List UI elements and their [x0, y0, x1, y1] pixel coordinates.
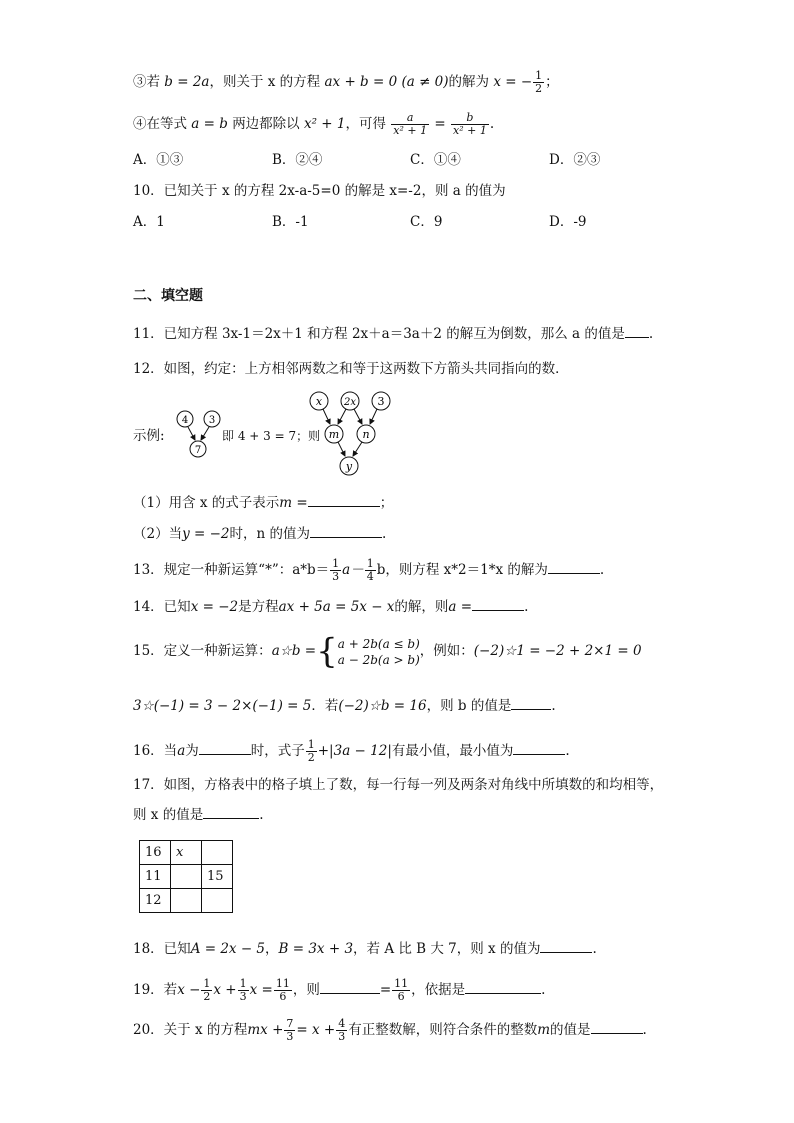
grid-row: [140, 865, 233, 889]
q9-s4-mark: ④: [133, 116, 147, 132]
grid-cell: 16: [140, 841, 171, 865]
arrow-n-y: [353, 442, 362, 456]
q16-var: a: [177, 743, 186, 759]
q16-end: .: [565, 743, 570, 759]
q12-part1-text: （1）用含 x 的式子表示: [133, 495, 280, 511]
q20-answer-blank[interactable]: [591, 1021, 643, 1034]
q15-brace: {: [316, 631, 338, 672]
q15-line2-text: ．若: [311, 698, 339, 714]
q9-option-a[interactable]: A．①③: [133, 152, 184, 168]
arrow-m-y: [338, 442, 345, 456]
grid-cell: [171, 889, 202, 913]
q14-answer-blank[interactable]: [472, 598, 524, 611]
q9-statement-3: [133, 70, 559, 95]
example-node-3-label: 3: [208, 415, 216, 426]
q19-e1: x −: [177, 982, 201, 998]
grid-row: [140, 889, 233, 913]
q11-answer-blank[interactable]: [625, 325, 649, 338]
q20-text: [133, 1018, 647, 1043]
q12-part2-blank[interactable]: [310, 525, 382, 538]
q17-magic-square: [139, 840, 233, 913]
q20-frac-1: $\frac{7}{3}$: [286, 1017, 294, 1043]
node-x-label: x: [315, 395, 323, 408]
q10-option-d[interactable]: D．-9: [549, 214, 587, 230]
q12-part1-var: m =: [279, 495, 308, 511]
arrow-2x-m: [338, 409, 346, 424]
q10-option-c[interactable]: C．9: [410, 214, 443, 230]
q15-line2: [133, 697, 556, 715]
grid-cell: 12: [140, 889, 171, 913]
q9-option-c[interactable]: C．①④: [410, 152, 461, 168]
q15-example-2: 3☆(−1) = 3 − 2×(−1) = 5: [133, 698, 312, 714]
grid-cell: 11: [140, 865, 171, 889]
q14-text-c: 的解，则: [394, 599, 449, 615]
q13-text: [133, 558, 604, 583]
q20-text-b: 有正整数解，则符合条件的整数: [348, 1022, 538, 1038]
q15-line2-eq: (−2)☆b = 16: [338, 698, 427, 714]
node-3-label: 3: [377, 395, 385, 408]
q20-var: m: [537, 1022, 551, 1038]
q9-s3-end: ；: [545, 74, 559, 90]
q14-text-b: 是方程: [238, 599, 279, 615]
q19-text-b: ，则: [292, 982, 320, 998]
arrow-3-n: [370, 409, 377, 424]
q9-s4-text: 在等式: [146, 116, 187, 132]
q12-main-diagram: [300, 388, 400, 478]
q11-end: .: [648, 326, 654, 342]
q17-question: 则 x 的值是: [133, 807, 204, 823]
q12-example-diagram: [170, 404, 230, 462]
q9-s3-cond: (a ≠ 0): [401, 74, 449, 90]
q14-end: .: [524, 599, 529, 615]
q13-answer-blank[interactable]: [548, 561, 600, 574]
grid-cell: [202, 841, 233, 865]
q20-end: .: [642, 1022, 647, 1038]
q14-question: 14．已知: [133, 599, 191, 615]
grid-cell: 15: [202, 865, 233, 889]
example-arrow-right: [201, 427, 209, 440]
q19-text-c: ，依据是: [411, 982, 466, 998]
q19-blank-2[interactable]: [465, 981, 541, 994]
q13-question-b: b，则方程 x*2＝1*x 的解为: [376, 562, 548, 578]
q14-ans: a =: [448, 599, 473, 615]
q15-op: a☆b =: [271, 643, 317, 659]
q9-s3-text: 若: [146, 74, 160, 90]
q17-line1: 17．如图，方格表中的格子填上了数，每一行每一列及两条对角线中所填数的和均相等，: [133, 777, 664, 793]
q15-example-1: (−2)☆1 = −2 + 2×1 = 0: [473, 643, 642, 659]
q17-end: .: [259, 807, 264, 823]
q17-answer-blank[interactable]: [203, 806, 259, 819]
q10-text: 10．已知关于 x 的方程 2x-a-5=0 的解是 x=-2，则 a 的值为: [133, 183, 506, 199]
q18-sep: ，: [265, 941, 279, 957]
q12-part2-end: .: [382, 526, 387, 542]
q15-end: .: [551, 698, 556, 714]
q9-s4-fraction-b: $\frac{b}{\text{x² + 1}}$: [453, 111, 487, 137]
node-n-label: n: [362, 428, 370, 441]
q19-eq2: =: [379, 982, 392, 998]
q9-option-b[interactable]: B．②④: [272, 152, 323, 168]
node-m-label: m: [328, 428, 340, 441]
q19-e2: x +: [213, 982, 237, 998]
q11-text: [133, 325, 653, 343]
q12-part1: [133, 494, 393, 512]
q9-s3-eq1: b = 2a: [164, 74, 210, 90]
grid-cell: [171, 865, 202, 889]
section-title-fill-in: 二、填空题: [133, 288, 203, 304]
q16-blank-1[interactable]: [199, 742, 251, 755]
q16-question: 16．当: [133, 743, 178, 759]
q15-answer-blank[interactable]: [511, 697, 551, 710]
q20-frac-2: $\frac{4}{3}$: [338, 1017, 346, 1043]
q15-question: 15．定义一种新运算：: [133, 643, 272, 659]
q19-question: 19．若: [133, 982, 178, 998]
q9-s3-text-c: 的解为: [448, 74, 490, 90]
q20-question: 20．关于 x 的方程: [133, 1022, 248, 1038]
q9-s4-text-b: 两边都除以: [232, 116, 300, 132]
q15-case-1: a + 2b(a ≤ b): [337, 636, 420, 651]
q14-text: [133, 598, 528, 616]
q9-s3-eq2: ax + b = 0: [324, 74, 398, 90]
q9-s3-fraction: $\frac{1}{2}$: [535, 69, 543, 95]
q12-part1-end: ；: [379, 495, 394, 511]
q15-cases: [338, 636, 420, 668]
q16-text-c: 时，式子: [250, 743, 305, 759]
q16-blank-2[interactable]: [513, 742, 565, 755]
q19-text: [133, 978, 545, 1003]
q17-line2: [133, 806, 264, 824]
q13-mid: a－: [342, 562, 364, 578]
q13-end: .: [599, 562, 605, 578]
node-y-label: y: [345, 460, 353, 473]
grid-cell: [202, 889, 233, 913]
q19-frac-2: $\frac{1}{3}$: [239, 977, 247, 1003]
q18-text-b: ，若 A 比 B 大 7，则 x 的值为: [353, 941, 541, 957]
q12-part2-text: （2）当: [133, 526, 183, 542]
q12-example-text: 即 4 + 3 = 7；则: [222, 429, 321, 443]
arrow-x-m: [323, 409, 330, 424]
q13-frac-1: $\frac{1}{3}$: [332, 557, 340, 583]
q16-text-b: 为: [185, 743, 199, 759]
q15-text: [133, 631, 642, 672]
q12-part2-var: y = −2: [182, 526, 230, 542]
q9-s4-end: .: [489, 116, 495, 132]
q19-blank-1[interactable]: [320, 981, 380, 994]
arrow-2x-n: [354, 409, 362, 424]
q16-text: [133, 739, 570, 764]
q12-part1-blank[interactable]: [308, 494, 380, 507]
q20-text-c: 的值是: [550, 1022, 591, 1038]
q18-text: [133, 940, 597, 958]
example-arrow-left: [188, 427, 195, 440]
q16-text-d: 有最小值，最小值为: [391, 743, 514, 759]
q18-question: 18．已知: [133, 941, 191, 957]
q15-line2-text-b: ，则 b 的值是: [426, 698, 512, 714]
grid-row: [140, 841, 233, 865]
node-2x-label: 2x: [343, 397, 357, 408]
q19-frac-1: $\frac{1}{2}$: [203, 977, 211, 1003]
q15-case-2: a − 2b(a > b): [337, 652, 420, 667]
q18-B: B = 3x + 3: [278, 941, 354, 957]
q9-s4-equals: =: [434, 116, 446, 132]
q18-end: .: [592, 941, 597, 957]
grid-cell: x: [171, 841, 202, 865]
q9-s3-solution: x = −: [493, 74, 533, 90]
example-node-4-label: 4: [181, 415, 189, 426]
q9-option-d[interactable]: D．②③: [549, 152, 601, 168]
q10-option-a[interactable]: A．1: [133, 214, 165, 230]
q9-s4-divisor: x² + 1: [303, 116, 346, 132]
q12-intro: 12．如图，约定：上方相邻两数之和等于这两数下方箭头共同指向的数．: [133, 361, 569, 377]
q15-text-b: ，例如：: [419, 643, 474, 659]
q14-eq: ax + 5a = 5x − x: [278, 599, 395, 615]
q9-s3-mark: ③: [133, 74, 147, 90]
q16-frac: $\frac{1}{2}$: [307, 738, 315, 764]
q20-e1: mx +: [247, 1022, 284, 1038]
q9-s4-text-c: ，可得: [345, 116, 386, 132]
q9-s3-text-b: ，则关于 x 的方程: [209, 74, 321, 90]
q16-abs: +|3a − 12|: [317, 743, 392, 759]
q14-var: x = −2: [190, 599, 239, 615]
q10-option-b[interactable]: B．-1: [272, 214, 309, 230]
q12-part2: [133, 525, 386, 543]
example-node-7-label: 7: [194, 445, 202, 456]
q12-example-label: 示例:: [133, 428, 165, 444]
q11-question: 11．已知方程 3x-1＝2x＋1 和方程 2x＋a＝3a＋2 的解互为倒数，那么 a 的值是: [133, 326, 625, 342]
q9-statement-4: [133, 112, 494, 137]
q19-e3: x =: [249, 982, 273, 998]
q19-frac-4: $\frac{11}{6}$: [394, 977, 409, 1003]
q19-frac-3: $\frac{11}{6}$: [275, 977, 290, 1003]
q9-s4-fraction-a: $\frac{a}{\text{x² + 1}}$: [393, 111, 428, 137]
q20-e2: = x +: [296, 1022, 336, 1038]
q19-end: .: [541, 982, 546, 998]
q18-A: A = 2x − 5: [190, 941, 266, 957]
q13-frac-2: $\frac{1}{4}$: [366, 557, 374, 583]
q12-part2-text-b: 时，n 的值为: [229, 526, 311, 542]
q18-answer-blank[interactable]: [540, 940, 592, 953]
q13-question: 13．规定一种新运算“*”：a*b＝: [133, 562, 330, 578]
q9-s4-eq: a = b: [191, 116, 228, 132]
